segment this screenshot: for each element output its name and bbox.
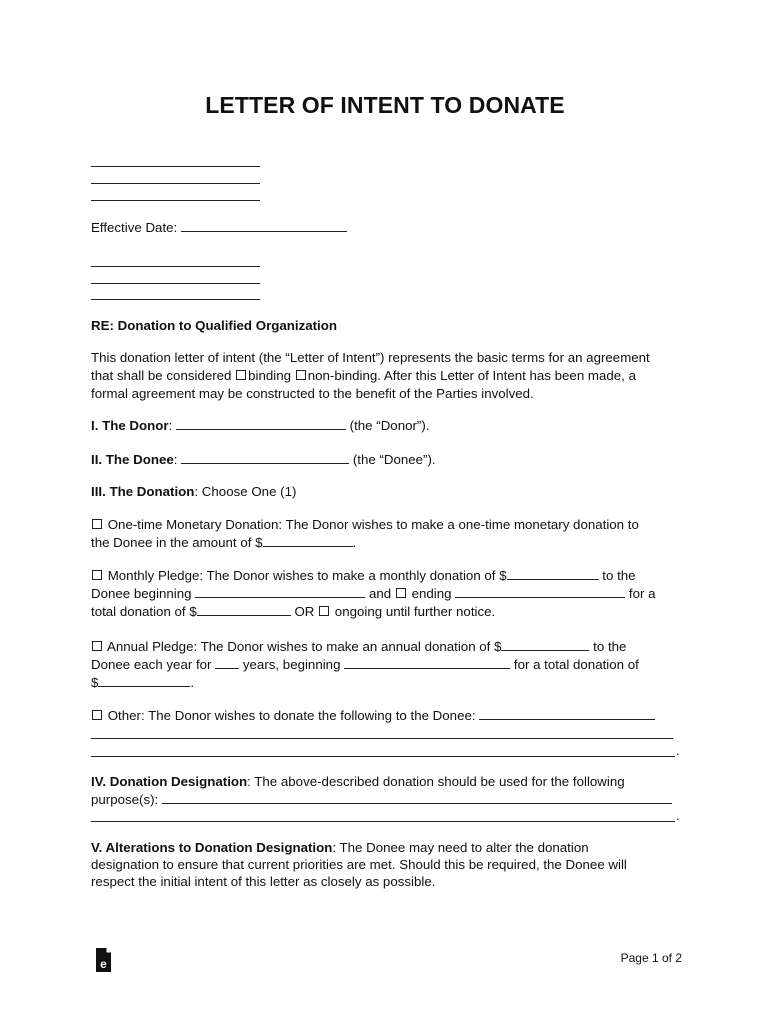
other-checkbox[interactable] <box>92 710 102 720</box>
donation-heading: III. The Donation <box>91 484 195 499</box>
sender-address-line-2[interactable] <box>91 183 260 184</box>
recipient-address-line-3[interactable] <box>91 299 260 300</box>
designation-purpose-line-2[interactable] <box>91 821 675 822</box>
monthly-ending-checkbox[interactable] <box>396 588 406 598</box>
other-end-period: . <box>676 743 680 758</box>
annual-years-field[interactable] <box>215 657 239 669</box>
effective-date-field[interactable] <box>181 220 347 232</box>
effective-date-label: Effective Date: <box>91 220 178 235</box>
donee-heading: II. The Donee <box>91 452 174 467</box>
recipient-address-line-2[interactable] <box>91 283 260 284</box>
recipient-address-line-1[interactable] <box>91 266 260 267</box>
annual-amount-field[interactable] <box>501 639 589 651</box>
annual-checkbox[interactable] <box>92 641 102 651</box>
one-time-checkbox[interactable] <box>92 519 102 529</box>
ongoing-checkbox[interactable] <box>319 606 329 616</box>
designation-line-2: purpose(s): <box>91 791 691 809</box>
sender-address-line-1[interactable] <box>91 166 260 167</box>
monthly-total-field[interactable] <box>197 604 291 616</box>
designation-end-period: . <box>676 808 680 823</box>
intro-line-2: that shall be considered binding non-binding. After this Letter of Intent has been made, a <box>91 368 636 383</box>
annual-line-1: Annual Pledge: The Donor wishes to make an annual donation of $ to the <box>91 638 691 656</box>
monthly-line-3: total donation of $ OR ongoing until further notice. <box>91 604 496 619</box>
other-description-line-3[interactable] <box>91 756 675 757</box>
monthly-line-1: Monthly Pledge: The Donor wishes to make a monthly donation of $ to the <box>91 567 691 585</box>
document-logo-icon <box>94 947 112 973</box>
other-line-1: Other: The Donor wishes to donate the following to the Donee: <box>91 707 691 725</box>
svg-text:e: e <box>100 957 107 971</box>
intro-line-1: This donation letter of intent (the “Letter of Intent”) represents the basic terms for an agreement <box>91 350 650 365</box>
monthly-line-2: Donee beginning and ending for a <box>91 586 656 601</box>
page-number: Page 1 of 2 <box>620 951 682 965</box>
annual-total-field[interactable] <box>98 675 190 687</box>
one-time-amount-field[interactable] <box>263 535 353 547</box>
non-binding-checkbox[interactable] <box>296 370 306 380</box>
document-title: LETTER OF INTENT TO DONATE <box>205 92 565 118</box>
one-time-line-1: One-time Monetary Donation: The Donor wishes to make a one-time monetary donation to <box>91 516 691 534</box>
alterations-line-1: V. Alterations to Donation Designation: The Donee may need to alter the donation <box>91 840 589 855</box>
donation-row: III. The Donation: Choose One (1) <box>91 484 297 499</box>
other-description-field[interactable] <box>479 708 655 720</box>
monthly-start-date-field[interactable] <box>195 586 365 598</box>
donor-name-field[interactable] <box>176 418 346 430</box>
designation-line-1: IV. Donation Designation: The above-described donation should be used for the following <box>91 774 625 789</box>
effective-date-row <box>91 219 691 237</box>
monthly-checkbox[interactable] <box>92 570 102 580</box>
alterations-heading: V. Alterations to Donation Designation <box>91 840 333 855</box>
designation-heading: IV. Donation Designation <box>91 774 248 789</box>
annual-start-date-field[interactable] <box>344 657 510 669</box>
re-line: RE: Donation to Qualified Organization <box>91 318 337 333</box>
intro-line-3: formal agreement may be constructed to the benefit of the Parties involved. <box>91 386 534 401</box>
designation-purpose-field[interactable] <box>162 792 672 804</box>
sender-address-line-3[interactable] <box>91 200 260 201</box>
monthly-end-date-field[interactable] <box>455 586 625 598</box>
donee-row: II. The Donee: (the “Donee”). <box>91 452 436 467</box>
annual-line-2: Donee each year for years, beginning for a total donation of <box>91 657 639 672</box>
alterations-line-2: designation to ensure that current priorities are met. Should this be required, the Donee will <box>91 857 627 872</box>
donee-name-field[interactable] <box>181 452 349 464</box>
annual-line-3: $ . <box>91 675 195 690</box>
one-time-line-2: the Donee in the amount of $ . <box>91 535 357 550</box>
alterations-line-3: respect the initial intent of this letter as closely as possible. <box>91 874 436 889</box>
monthly-amount-field[interactable] <box>507 568 599 580</box>
binding-checkbox[interactable] <box>236 370 246 380</box>
donor-row: I. The Donor: (the “Donor”). <box>91 418 430 433</box>
donor-heading: I. The Donor <box>91 418 169 433</box>
other-description-line-2[interactable] <box>91 738 673 739</box>
